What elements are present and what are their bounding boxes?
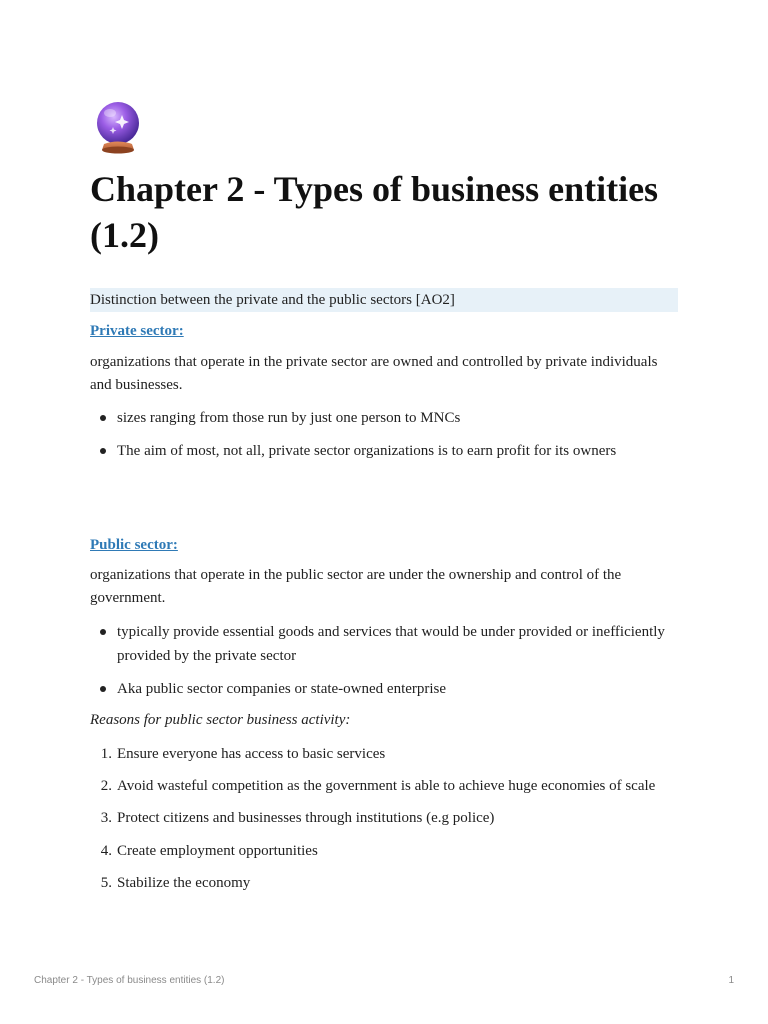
public-sector-heading-link[interactable]: Public sector: (90, 537, 178, 553)
list-number: 1. (100, 746, 112, 762)
list-number: 5. (100, 875, 112, 891)
reason-item: Create employment opportunities (117, 843, 318, 859)
list-number: 4. (100, 843, 112, 859)
private-bullet-item: The aim of most, not all, private sector organizations is to earn profit for its owners (117, 443, 617, 459)
reasons-label: Reasons for public sector business activity: (90, 712, 351, 728)
reason-item: Stabilize the economy (117, 875, 251, 891)
callout-block: Distinction between the private and the public sectors [AO2] (90, 288, 678, 312)
public-bullet-item: Aka public sector companies or state-owned enterprise (117, 681, 447, 697)
private-sector-description: organizations that operate in the private sector are owned and controlled by private individuals and businesses. (90, 354, 658, 393)
reason-item: Protect citizens and businesses through institutions (e.g police) (117, 810, 495, 826)
bullet-dot (100, 629, 106, 635)
reason-item: Avoid wasteful competition as the government is able to achieve huge economies of scale (117, 778, 656, 794)
crystal-ball-icon (94, 99, 144, 157)
page-title: Chapter 2 - Types of business entities (1.2) (90, 169, 659, 255)
public-sector-description: organizations that operate in the public sector are under the ownership and control of the government. (90, 567, 622, 606)
private-sector-heading-link[interactable]: Private sector: (90, 323, 184, 339)
list-number: 3. (100, 810, 112, 826)
footer-page-number: 1 (728, 975, 734, 986)
reason-item: Ensure everyone has access to basic services (117, 746, 386, 762)
bullet-dot (100, 415, 106, 421)
list-number: 2. (100, 778, 112, 794)
public-bullet-item: typically provide essential goods and services that would be under provided or inefficiently provided by the private sector (117, 624, 665, 664)
footer-title: Chapter 2 - Types of business entities (1.2) (34, 975, 225, 986)
bullet-dot (100, 448, 106, 454)
bullet-dot (100, 686, 106, 692)
private-bullet-item: sizes ranging from those run by just one person to MNCs (117, 410, 461, 426)
